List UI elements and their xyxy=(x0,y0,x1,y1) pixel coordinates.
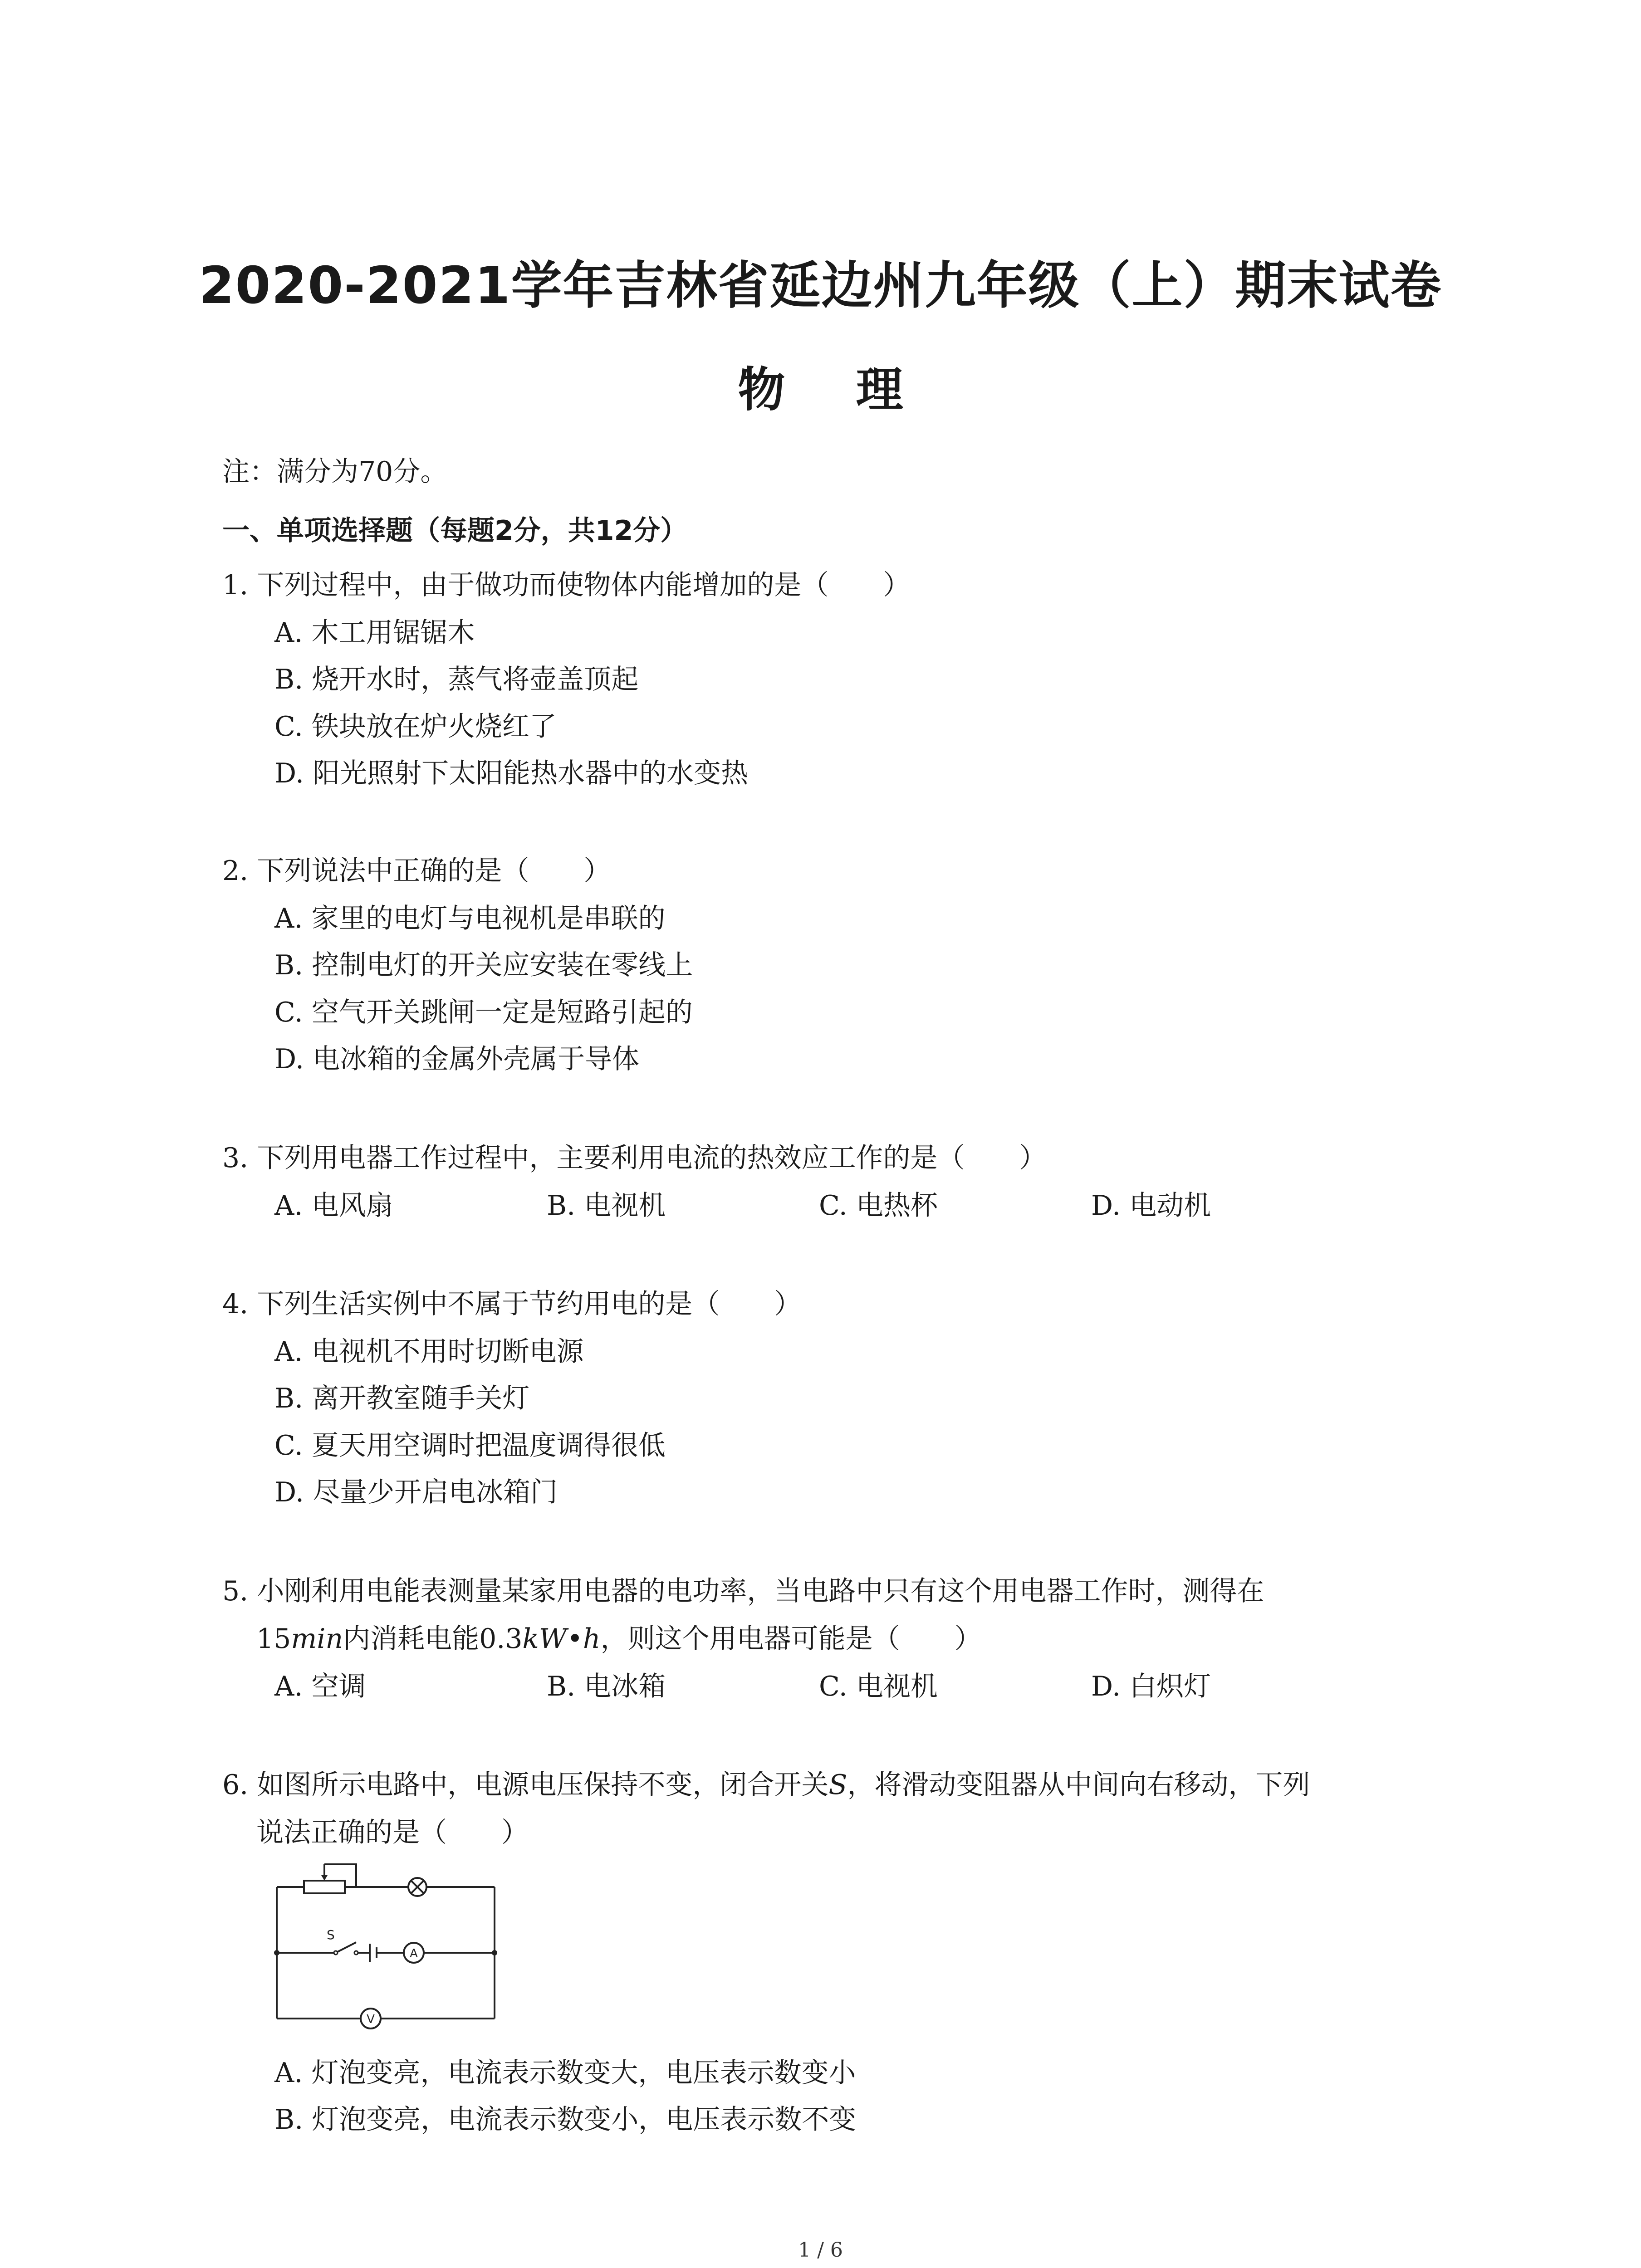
question-4-option-c: C. 夏天用空调时把温度调得很低 xyxy=(274,1430,666,1461)
q6-switch-symbol: S xyxy=(828,1769,847,1801)
question-5-option-a: A. 空调 xyxy=(274,1671,366,1702)
rheostat-icon xyxy=(304,1881,345,1893)
question-1-stem: 1. 下列过程中，由于做功而使物体内能增加的是（ ） xyxy=(222,569,911,601)
question-3-option-c: C. 电热杯 xyxy=(819,1190,938,1222)
score-note: 注：满分为70分。 xyxy=(222,456,448,488)
section-heading: 一、单项选择题（每题2分，共12分） xyxy=(222,515,688,547)
q5-duration-unit: min xyxy=(291,1623,343,1655)
question-5-option-d: D. 白炽灯 xyxy=(1091,1671,1211,1702)
exam-title: 2020-2021学年吉林省延边州九年级（上）期末试卷 xyxy=(199,256,1442,315)
switch-label: S xyxy=(327,1927,335,1942)
question-2-option-a: A. 家里的电灯与电视机是串联的 xyxy=(274,903,666,934)
circuit-diagram xyxy=(268,1855,504,2032)
question-4-option-b: B. 离开教室随手关灯 xyxy=(274,1383,530,1414)
question-1-option-c: C. 铁块放在炉火烧红了 xyxy=(274,711,557,743)
ammeter-label: A xyxy=(410,1947,418,1960)
question-5-stem-line-1: 5. 小刚利用电能表测量某家用电器的电功率，当电路中只有这个用电器工作时，测得在 xyxy=(222,1575,1264,1607)
question-4-stem: 4. 下列生活实例中不属于节约用电的是（ ） xyxy=(222,1288,802,1320)
question-1-option-a: A. 木工用锯锯木 xyxy=(274,617,475,649)
question-1-option-b: B. 烧开水时，蒸气将壶盖顶起 xyxy=(274,664,639,695)
question-2-option-c: C. 空气开关跳闸一定是短路引起的 xyxy=(274,997,693,1028)
question-2-option-b: B. 控制电灯的开关应安装在零线上 xyxy=(274,949,693,981)
q6-stem-b: ，将滑动变阻器从中间向右移动，下列 xyxy=(847,1769,1310,1801)
question-3-option-a: A. 电风扇 xyxy=(274,1190,393,1222)
question-6-stem-line-2: 说法正确的是（ ） xyxy=(256,1817,529,1848)
question-5-option-c: C. 电视机 xyxy=(819,1671,938,1702)
question-5-stem-line-2 xyxy=(256,1623,982,1655)
q6-stem-a: 6. 如图所示电路中，电源电压保持不变，闭合开关 xyxy=(222,1769,829,1801)
question-1-option-d: D. 阳光照射下太阳能热水器中的水变热 xyxy=(274,758,749,789)
q5-energy-unit: kW•h xyxy=(522,1623,601,1655)
question-6-stem-line-1 xyxy=(222,1771,1310,1799)
q5-energy-text: 内消耗电能0.3 xyxy=(343,1623,523,1655)
question-5-option-b: B. 电冰箱 xyxy=(547,1671,666,1702)
question-3-option-b: B. 电视机 xyxy=(547,1190,666,1222)
subject-title: 物 理 xyxy=(738,362,931,417)
question-2-stem: 2. 下列说法中正确的是（ ） xyxy=(222,855,611,887)
question-4-option-a: A. 电视机不用时切断电源 xyxy=(274,1336,584,1368)
q5-stem-end: ，则这个用电器可能是（ ） xyxy=(600,1623,982,1655)
question-3-stem: 3. 下列用电器工作过程中，主要利用电流的热效应工作的是（ ） xyxy=(222,1142,1047,1174)
question-6-option-b: B. 灯泡变亮，电流表示数变小，电压表示数不变 xyxy=(274,2104,857,2136)
q5-duration-value: 15 xyxy=(256,1623,291,1655)
question-6-option-a: A. 灯泡变亮，电流表示数变大，电压表示数变小 xyxy=(274,2057,856,2089)
question-2-option-d: D. 电冰箱的金属外壳属于导体 xyxy=(274,1043,640,1075)
question-3-option-d: D. 电动机 xyxy=(1091,1190,1211,1222)
question-4-option-d: D. 尽量少开启电冰箱门 xyxy=(274,1476,558,1508)
page-number: 1 / 6 xyxy=(798,2239,843,2262)
voltmeter-label: V xyxy=(367,2013,375,2026)
